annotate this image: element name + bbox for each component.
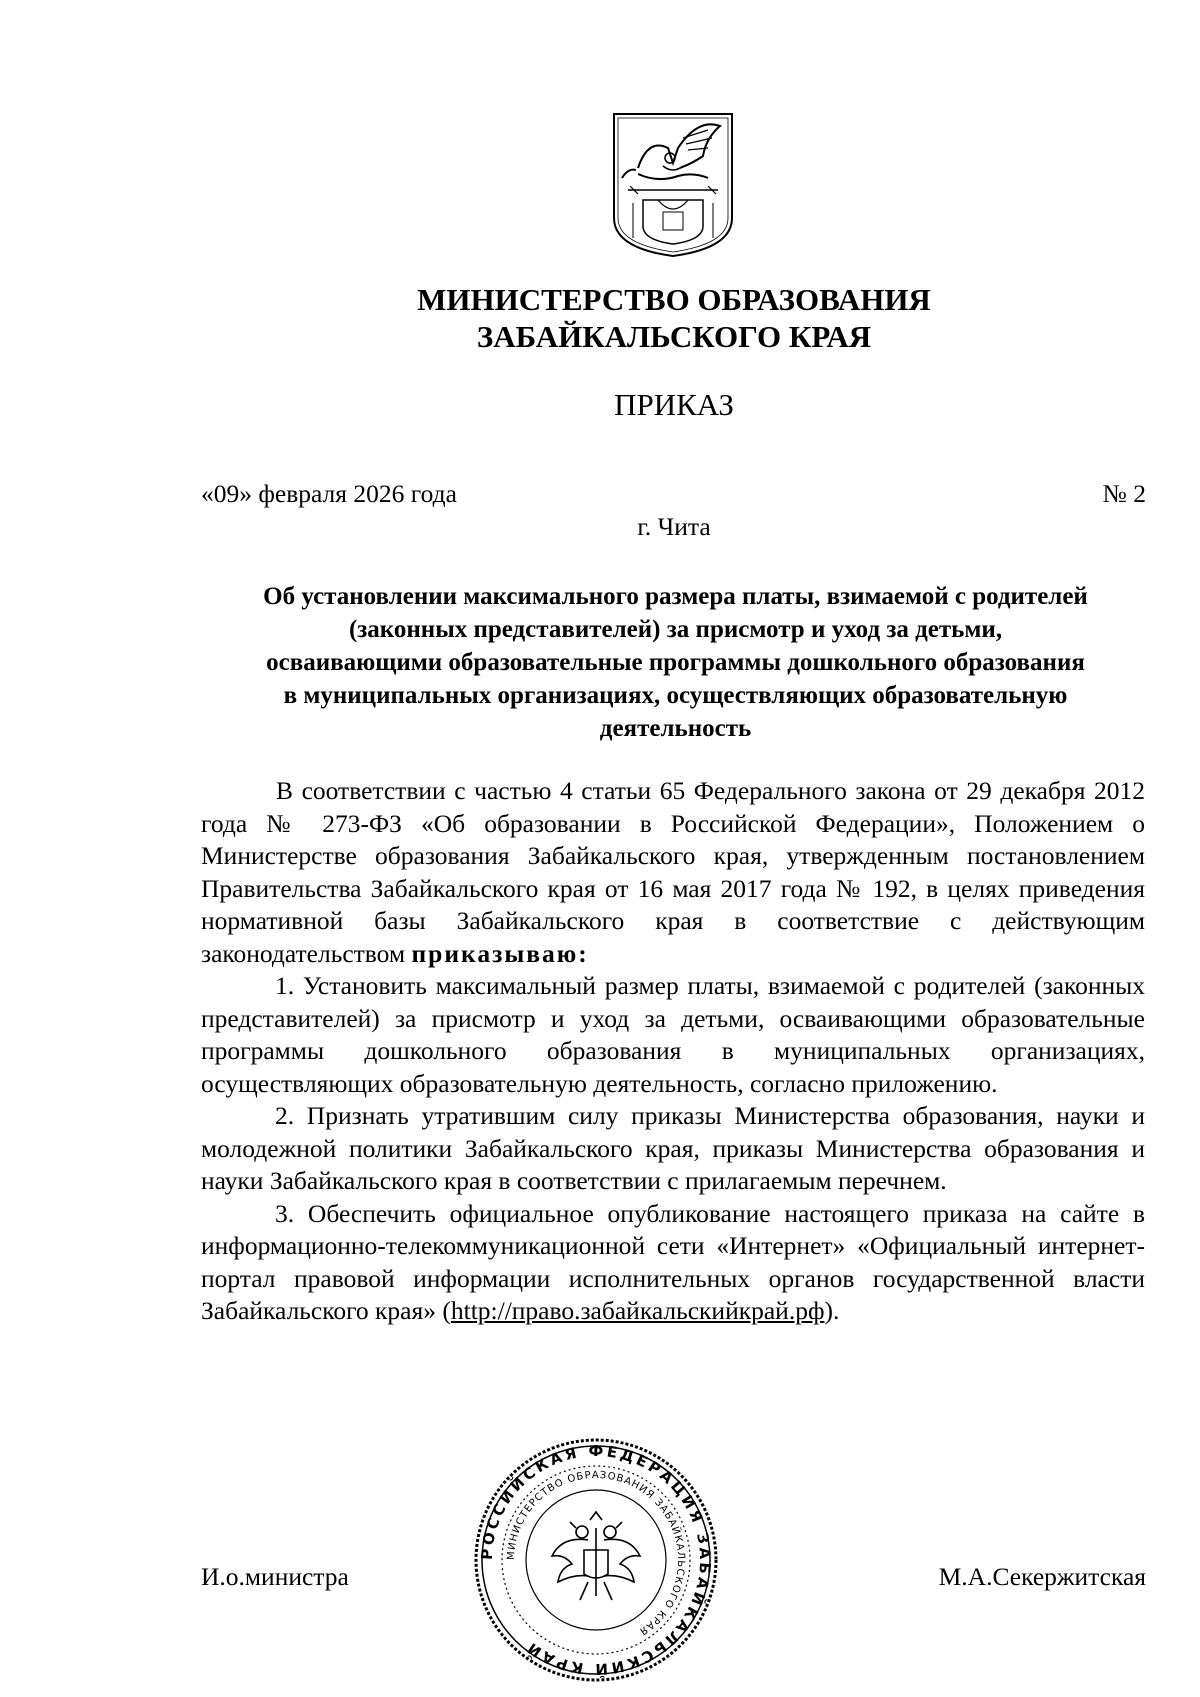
link-close-paren: ). [824, 1296, 840, 1325]
title-line: деятельность [599, 715, 752, 742]
seal-inner-text: МИНИСТЕРСТВО ОБРАЗОВАНИЯ ЗАБАЙКАЛЬСКОГО КРАЯ [505, 1469, 687, 1637]
title-line: Об установлении максимального размера платы, взимаемой с родителей [263, 583, 1088, 610]
item-3-paragraph [201, 1198, 1145, 1328]
order-number: № 2 [1102, 479, 1146, 508]
title-line: (законных представителей) за присмотр и уход за детьми, [348, 616, 1003, 643]
item-1-paragraph: 1. Установить максимальный размер платы, взимаемой с родителей (законных представителей) за присмотр и уход за детьми, осваивающими образовательные программы дошкольного образования в муниципальных организациях, осуществляющих образовательную деятельность, согласно приложению. [201, 971, 1145, 1098]
portal-link[interactable]: http://право.забайкальскийкрай.рф [450, 1296, 825, 1325]
seal-eagle-icon [552, 1512, 640, 1600]
link-open-paren: ( [442, 1296, 451, 1325]
coat-of-arms-emblem [608, 108, 738, 258]
seal-outer-text: РОССИЙСКАЯ ФЕДЕРАЦИЯ ЗАБАЙКАЛЬСКИЙ КРАЙ [477, 1441, 715, 1679]
ministry-line-2: ЗАБАЙКАЛЬСКОГО КРАЯ [476, 319, 872, 354]
preamble-text: В соответствии с частью 4 статьи 65 Федерального закона от 29 декабря 2012 года № 273-ФЗ «Об образовании в Российской Федерации», Положением о Министерстве образования Забайкальского края, утвержденным постановлением Правительства Забайкальского края от 16 мая 2017 года № 192, в целях приведения нормативной базы Забайкальского края в соответствие с действующим законодательством [201, 776, 1145, 968]
document-type: ПРИКАЗ [614, 387, 734, 422]
ministry-line-1: МИНИСТЕРСТВО ОБРАЗОВАНИЯ [417, 282, 931, 317]
signatory-role: И.о.министра [201, 1562, 349, 1591]
title-line: осваивающими образовательные программы дошкольного образования [266, 649, 1085, 676]
title-line: в муниципальных организациях, осуществляющих образовательную [283, 682, 1068, 709]
item-2-paragraph: 2. Признать утратившим силу приказы Министерства образования, науки и молодежной политики Забайкальского края, приказы Министерства образования и науки Забайкальского края в соответствии с прилагаемым перечнем. [201, 1101, 1145, 1195]
order-body [201, 775, 1145, 1328]
order-word: приказываю: [411, 938, 589, 968]
order-city: г. Чита [637, 512, 711, 541]
order-date: «09» февраля 2026 года [201, 479, 457, 508]
signatory-name: М.А.Секержитская [938, 1562, 1146, 1591]
ministry-name [0, 281, 1200, 355]
order-title [203, 580, 1148, 745]
item-3-text: 3. Обеспечить официальное опубликование настоящего приказа на сайте в информационно-телекоммуникационной сети «Интернет» «Официальный интернет-портал правовой информации исполнительных органов государственной власти Забайкальского края» [201, 1198, 1145, 1325]
official-seal-stamp [472, 1436, 720, 1684]
preamble-paragraph [201, 775, 1145, 970]
